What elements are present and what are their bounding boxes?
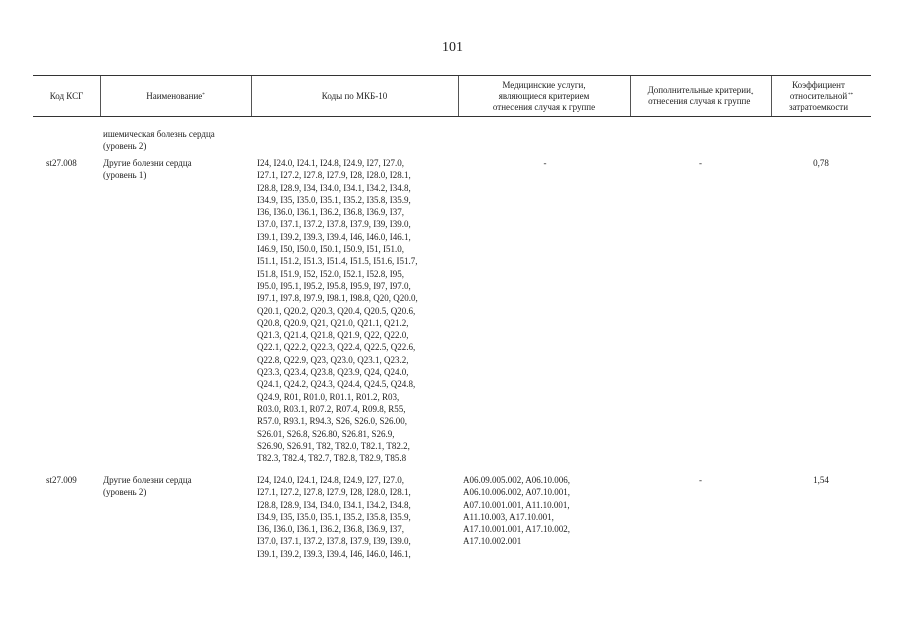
row-code: st27.009 (46, 475, 77, 485)
header-code-label: Код КСГ (49, 90, 84, 101)
row-coef: 0,78 (813, 158, 829, 168)
page-number: 101 (442, 40, 463, 55)
header-code (33, 76, 100, 116)
header-additional-label: Дополнительные критерии отнесения случая к группе (647, 85, 751, 106)
ksg-table (33, 75, 871, 117)
header-services-label: Медицинские услуги, являющиеся критерием отнесения случая к группе (492, 79, 596, 112)
row-code: st27.008 (46, 158, 77, 168)
row-coef: 1,54 (813, 475, 829, 485)
row-additional: - (699, 158, 702, 168)
header-name: Наименование * (146, 90, 205, 101)
header-services (458, 76, 630, 116)
row-name: Другие болезни сердца (уровень 2) (103, 475, 192, 498)
header-coef-label: Коэффициент относительной затратоемкости (788, 79, 849, 112)
row-name: Другие болезни сердца (уровень 1) (103, 158, 192, 181)
header-additional: Дополнительные критерии отнесения случая к группе * (647, 85, 754, 106)
row-services: - (543, 158, 547, 168)
continued-row-name: ишемическая болезнь сердца (уровень 2) (103, 129, 215, 152)
row-additional: - (699, 475, 702, 485)
row-mkb-codes: I24, I24.0, I24.1, I24.8, I24.9, I27, I27.0, I27.1, I27.2, I27.8, I27.9, I28, I28.0, I28.1, I28.8, I28.9, I34, I34.0, I34.1, I34.2, I34.8, I34.9, I35, I35.0, I35.1, I35.2, I35.8, I35.9, I36, I36.0, I36.1, I36.2, I36.8, I36.9, I37, I37.0, I37.1, I37.2, I37.8, I37.9, I39, I39.0, I39.1, I39.2, I39.3, I39.4, I46, I46.0, I46.1, I46.9, I50, I50.0, I50.1, I50.9, I51, I51.0, I51.1, I51.2, I51.3, I51.4, I51.5, I51.6, I51.7, I51.8, I51.9, I52, I52.0, I52.1, I52.8, I95, I95.0, I95.1, I95.2, I95.8, I95.9, I97, I97.0, I97.1, I97.8, I97.9, I98.1, I98.8, Q20, Q20.0, Q20.1, Q20.2, Q20.3, Q20.4, Q20.5, Q20.6, Q20.8, Q20.9, Q21, Q21.0, Q21.1, Q21.2, Q21.3, Q21.4, Q21.8, Q21.9, Q22, Q22.0, Q22.1, Q22.2, Q22.3, Q22.4, Q22.5, Q22.6, Q22.8, Q22.9, Q23, Q23.0, Q23.1, Q23.2, Q23.3, Q23.4, Q23.8, Q23.9, Q24, Q24.0, Q24.1, Q24.2, Q24.3, Q24.4, Q24.5, Q24.8, Q24.9, R01, R01.0, R01.1, R01.2, R03, R03.0, R03.1, R07.2, R07.4, R09.8, R55, R57.0, R93.1, R94.3, S26, S26.0, S26.00, S26.01, S26.8, S26.80, S26.81, S26.9, S26.90, S26.91, T82, T82.0, T82.1, T82.2, T82.3, T82.4, T82.7, T82.8, T82.9, T85.8 (257, 158, 418, 464)
table-header (33, 75, 871, 117)
row-services: A06.09.005.002, A06.10.006, A06.10.006.002, A07.10.001, A07.10.001.001, A11.10.001, A11.10.003, A17.10.001, A17.10.001.001, A17.10.002, A17.10.002.001 (463, 475, 571, 547)
header-mkb (251, 76, 458, 116)
header-name-label: Наименование (146, 90, 203, 101)
header-coef: Коэффициент относительной затратоемкости ** (788, 79, 854, 112)
row-mkb-codes: I24, I24.0, I24.1, I24.8, I24.9, I27, I27.0, I27.1, I27.2, I27.8, I27.9, I28, I28.0, I28.1, I28.8, I28.9, I34, I34.0, I34.1, I34.2, I34.8, I34.9, I35, I35.0, I35.1, I35.2, I35.8, I35.9, I36, I36.0, I36.1, I36.2, I36.8, I36.9, I37, I37.0, I37.1, I37.2, I37.8, I37.9, I39, I39.0, I39.1, I39.2, I39.3, I39.4, I46, I46.0, I46.1, (257, 475, 411, 559)
header-mkb-label: Коды по МКБ-10 (321, 90, 388, 101)
